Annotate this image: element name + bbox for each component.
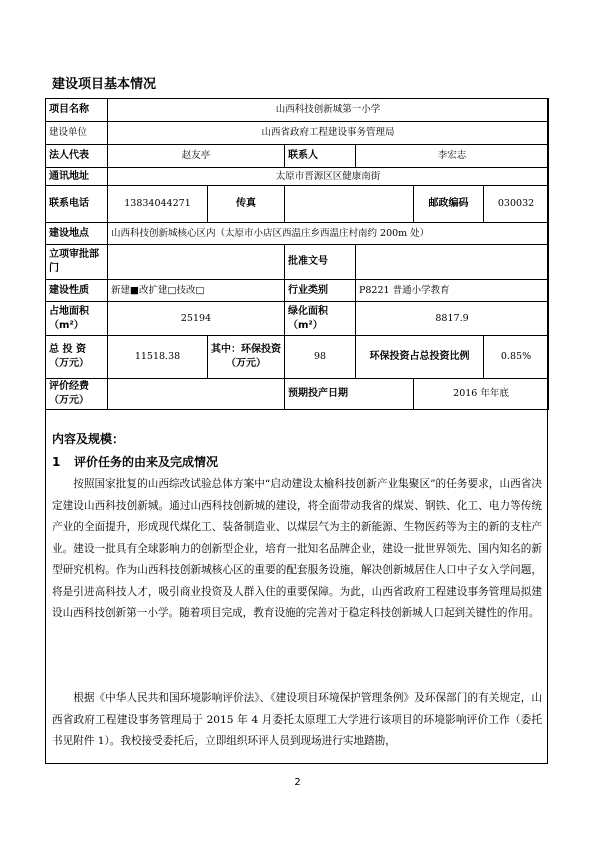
sub-heading-text: 评价任务的由来及完成情况 [74,455,219,469]
builder-label: 建设单位 [46,122,108,145]
nature-value: 新建■改扩建□技改□ [108,280,285,302]
content-heading: 内容及规模： [52,432,125,446]
legal-rep-value: 赵友亭 [108,145,285,168]
address-label: 通讯地址 [46,168,108,186]
op-date-value: 2016 年年底 [414,379,549,410]
eval-fee-value [108,379,285,410]
phone-value: 13834044271 [108,186,208,223]
row-builder [46,122,549,145]
invest-value: 11518.38 [108,336,208,379]
row-approval [46,245,549,280]
approval-no-label: 批准文号 [285,245,356,280]
project-name-label: 项目名称 [46,99,108,122]
approval-dept-label: 立项审批部门 [46,245,108,280]
paragraph-2 [52,688,542,753]
industry-label: 行业类别 [285,280,356,302]
env-invest-label: 其中：环保投资（万元） [208,336,285,379]
legal-rep-label: 法人代表 [46,145,108,168]
green-value: 8817.9 [356,302,549,336]
row-eval-fee [46,379,549,410]
row-nature [46,280,549,302]
address-value: 太原市晋源区区健康南街 [108,168,549,186]
site-label: 建设地点 [46,223,108,245]
fax-label: 传真 [208,186,285,223]
row-phone [46,186,549,223]
approval-dept-value [108,245,285,280]
env-invest-value: 98 [285,336,356,379]
page-number: 2 [294,777,301,788]
contact-value: 李宏志 [356,145,549,168]
postcode-value: 030032 [484,186,549,223]
phone-label: 联系电话 [46,186,108,223]
paragraph-1 [52,474,542,625]
builder-value: 山西省政府工程建设事务管理局 [108,122,549,145]
env-ratio-value: 0.85% [484,336,549,379]
industry-value: P8221 普通小学教育 [356,280,549,302]
project-name-value: 山西科技创新城第一小学 [108,99,549,122]
row-site [46,223,549,245]
site-value: 山西科技创新城核心区内（太原市小店区西温庄乡西温庄村南约 200m 处） [108,223,549,245]
section-title: 建设项目基本情况 [52,77,157,92]
paragraph-2-text: 根据《中华人民共和国环境影响评价法》、《建设项目环境保护管理条例》及环保部门的有关规定，山西省政府工程建设事务管理局于 2015 年 4 月委托太原理工大学进行该项目的环境影响评价工作（委托书见附件 1）。我校接受委托后，立即组织环评人员到现场进行实地踏勘， [52,692,542,747]
paragraph-1-text: 按照国家批复的山西综改试验总体方案中“启动建设太榆科技创新产业集聚区”的任务要求，山西省决定建设山西科技创新城。通过山西科技创新城的建设，将全面带动我省的煤炭、钢铁、化工、电力等传统产业的全面提升，形成现代煤化工、装备制造业、以煤层气为主的新能源、生物医药等为主的新的支柱产业。建设一批具有全球影响力的创新型企业，培育一批知名品牌企业，建设一批世界领先、国内知名的新型研究机构。作为山西科技创新城核心区的重要的配套服务设施，解决创新城居住人口中子女入学问题，将是引进高科技人才，吸引商业投资及人群入住的重要保障。为此，山西省政府工程建设事务管理局拟建设山西科技创新第一小学。随着项目完成，教育设施的完善对于稳定科技创新城人口起到关键性的作用。 [52,478,542,619]
area-value: 25194 [108,302,285,336]
project-info-table [45,98,549,410]
contact-label: 联系人 [285,145,356,168]
fax-value [285,186,414,223]
invest-label: 总 投 资（万元） [46,336,108,379]
area-label: 占地面积（m²） [46,302,108,336]
sub-heading-number: 1 [52,455,61,469]
row-address [46,168,549,186]
row-project-name [46,99,549,122]
op-date-label: 预期投产日期 [285,379,414,410]
postcode-label: 邮政编码 [414,186,484,223]
eval-fee-label: 评价经费（万元） [46,379,108,410]
sub-heading [52,453,218,470]
row-legal-rep [46,145,549,168]
row-invest [46,336,549,379]
nature-label: 建设性质 [46,280,108,302]
approval-no-value [356,245,549,280]
green-label: 绿化面积（m²） [285,302,356,336]
env-ratio-label: 环保投资占总投资比例 [356,336,484,379]
row-area [46,302,549,336]
